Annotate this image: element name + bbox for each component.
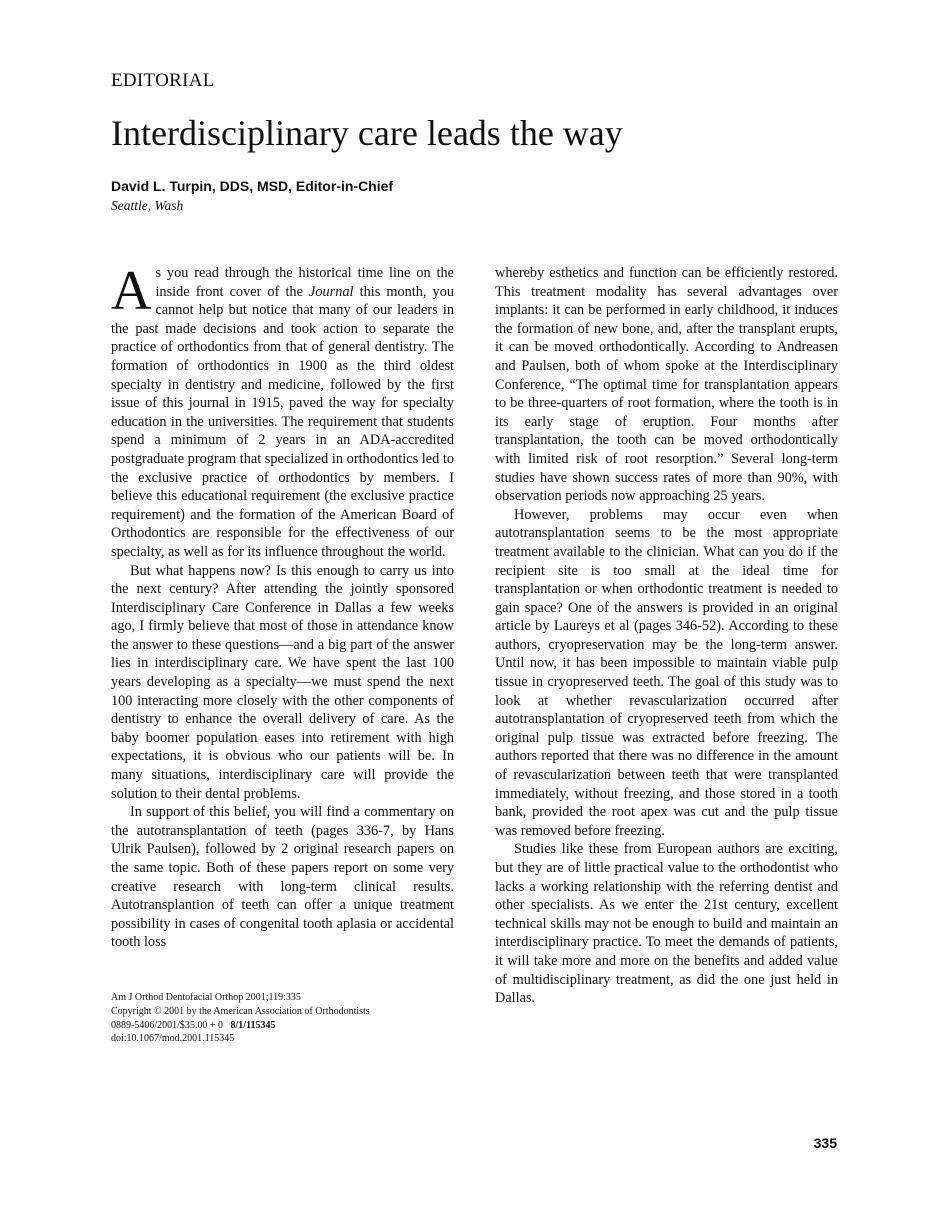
paragraph: Studies like these from European authors are exciting, but they are of little practical value to the orthodontist who lacks a working relationship with the referring dentist and other specialists. As we enter the 21st century, excellent technical skills may not be enough to build and maintain an interdisciplinary practice. To meet the demands of patients, it will take more and more on the benefits and added value of multidisciplinary treatment, as did the one just held in Dallas.: [495, 841, 838, 1007]
paragraph: But what happens now? Is this enough to carry us into the next century? After attending the jointly sponsored Interdisciplinary Care Conference in Dallas a few weeks ago, I firmly believe that most of those in attendance know the answer to these questions—and a big part of the answer lies in interdisciplinary care. We have spent the last 100 years developing as a specialty—we must spend the next 100 interacting more closely with the other components of dentistry to enhance the overall delivery of care. As the baby boomer population eases into retirement with high expectations, it is obvious who our patients will be. In many situations, interdisciplinary care will provide the solution to their dental problems.: [111, 562, 454, 802]
paragraph-intro-text: s you read through the historical time line on the inside front cover of the: [155, 265, 454, 300]
article-title: Interdisciplinary care leads the way: [111, 113, 623, 153]
citation-line: Am J Orthod Dentofacial Orthop 2001;119:335: [111, 992, 301, 1003]
doi-line: doi:10.1067/mod.2001.115345: [111, 1033, 235, 1045]
page-number: 335: [813, 1135, 837, 1151]
paragraph-intro-text-cont: this month, you cannot help but notice that many of our leaders in the past made decisions and took action to separate the practice of orthodontics from that of general dentistry. The formation of orthodontics in 1900 as the third oldest specialty in dentistry and medicine, followed by the first issue of this journal in 1915, paved the way for specialty education in the universities. The requirement that students spend a minimum of 2 years in an ADA-accredited postgraduate program that specialized in orthodontics led to the exclusive practice of orthodontics by members. I believe this educational requirement (the exclusive practice requirement) and the formation of the American Board of Orthodontics are responsible for the effectiveness of our specialty, as well as for its influence throughout the world.: [111, 283, 455, 560]
paragraph: whereby esthetics and function can be efficiently restored. This treatment modality has several advantages over implants: it can be performed in early childhood, it induces the formation of new bone, and, after the transplant erupts, it can be moved orthodontically. According to Andreasen and Paulsen, both of whom spoke at the Interdisciplinary Conference, “The optimal time for transplantation appears to be three-quarters of root formation, where the tooth is in its early stage of eruption. Four months after transplantation, the tooth can be moved orthodontically with limited risk of root resorption.” Several long-term studies have shown success rates of more than 90%, with observation periods now approaching 25 years.: [495, 265, 838, 505]
drop-cap: A: [111, 260, 152, 322]
left-column: [111, 260, 455, 952]
paragraph: In support of this belief, you will find a commentary on the autotransplantation of teeth (pages 336-7, by Hans Ulrik Paulsen), followed by 2 original research papers on the same topic. Both of these papers report on some very creative research with long-term clinical results. Autotransplantion of teeth can offer a unique treatment possibility in cases of congenital tooth aplasia or accidental tooth loss: [111, 804, 454, 951]
paragraph: However, problems may occur even when autotransplantation seems to be the most appropriate treatment available to the clinician. What can you do if the recipient site is too small at the ideal time for transplantation or when orthodontic treatment is needed to gain space? One of the answers is provided in an original article by Laureys et al (pages 346-52). According to these authors, cryopreservation may be the long-term answer. Until now, it has been impossible to maintain viable pulp tissue in cryopreserved teeth. The goal of this study was to look at whether revascularization occurred after autotransplantation of cryopreserved teeth from which the original pulp tissue was extracted before freezing. The authors reported that there was no difference in the amount of revascularization between teeth that were transplanted immediately, without freezing, and those stored in a tooth bank, provided the root apex was cut and the pulp tissue was removed before freezing.: [495, 506, 838, 839]
paragraph-intro: [111, 260, 455, 562]
author-byline: David L. Turpin, DDS, MSD, Editor-in-Chief: [111, 178, 394, 194]
issn-line: [111, 1019, 370, 1033]
section-label: EDITORIAL: [111, 70, 215, 91]
right-column: [495, 264, 838, 1008]
journal-italic: Journal: [309, 283, 354, 300]
citation-footer: [111, 991, 370, 1046]
copyright-line: Copyright © 2001 by the American Association of Orthodontists: [111, 1005, 370, 1017]
issn-text: 0889-5406/2001/$35.00 + 0: [111, 1019, 224, 1031]
author-affiliation: Seattle, Wash: [111, 198, 184, 213]
issn-code: 8/1/115345: [230, 1019, 276, 1031]
